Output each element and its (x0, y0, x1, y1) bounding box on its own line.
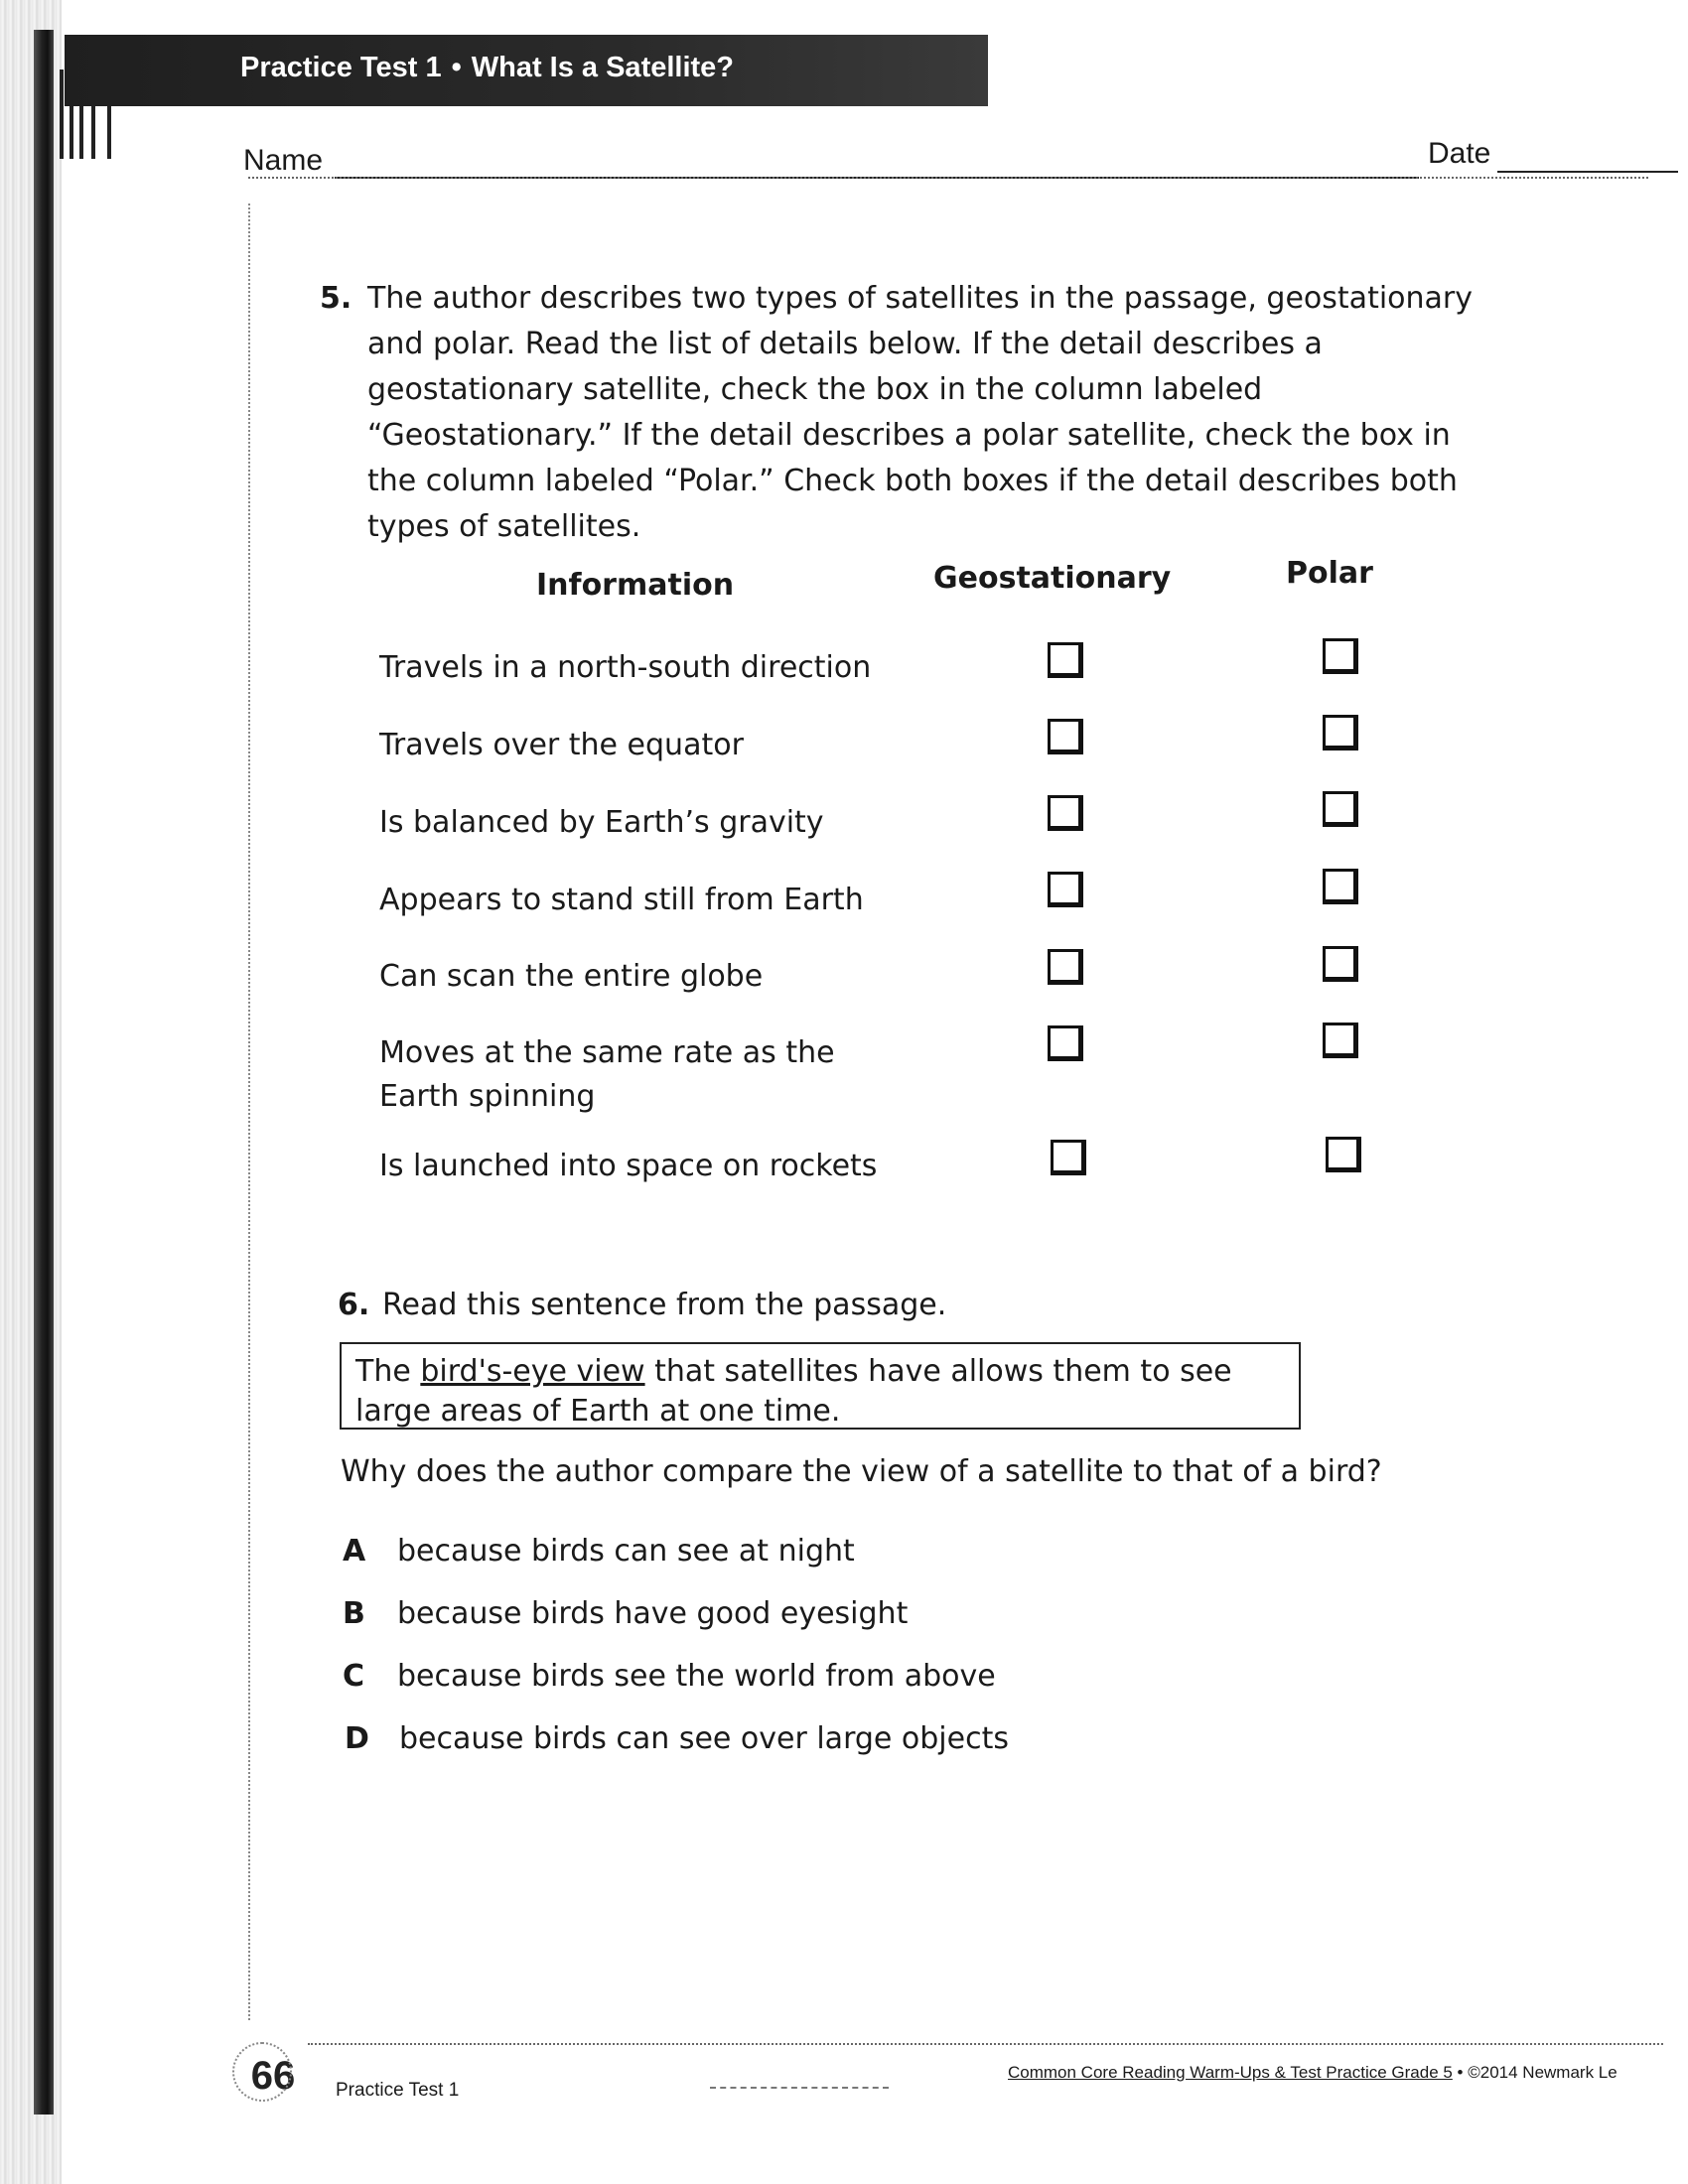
polar-checkbox-3[interactable] (1323, 791, 1358, 827)
option-letter: A (343, 1534, 366, 1569)
test-title: What Is a Satellite? (471, 52, 735, 83)
option-text: because birds see the world from above (397, 1659, 996, 1694)
binding-bar (34, 30, 54, 2115)
detail-row-3: Is balanced by Earth’s gravity (379, 805, 824, 840)
polar-checkbox-6[interactable] (1323, 1023, 1358, 1058)
polar-checkbox-2[interactable] (1323, 715, 1358, 751)
polar-checkbox-7[interactable] (1326, 1137, 1361, 1172)
quote-text-after: that satellites have allows them to see large areas of Earth at one time. (355, 1354, 1232, 1429)
dotted-border-left (248, 204, 250, 2020)
footer-section: Practice Test 1 (336, 2080, 460, 2101)
geostationary-checkbox-6[interactable] (1048, 1025, 1083, 1061)
polar-checkbox-5[interactable] (1323, 946, 1358, 982)
detail-row-7: Is launched into space on rockets (379, 1149, 878, 1183)
page-number-text: 66 (250, 2054, 296, 2098)
question-6-number: 6. (338, 1288, 370, 1322)
dotted-border-top (248, 177, 1648, 179)
question-5 (320, 276, 1481, 550)
column-header-geostationary: Geostationary (933, 561, 1172, 596)
footer-credit (1008, 2063, 1668, 2083)
page-number-circle (232, 2042, 292, 2102)
column-header-polar: Polar (1286, 556, 1373, 591)
geostationary-checkbox-7[interactable] (1051, 1140, 1086, 1175)
option-letter: C (343, 1659, 365, 1694)
date-label: Date (1428, 137, 1491, 170)
footer-divider (710, 2087, 889, 2089)
detail-row-2: Travels over the equator (379, 728, 744, 762)
geostationary-checkbox-2[interactable] (1048, 719, 1083, 754)
option-letter: D (345, 1721, 369, 1756)
detail-row-1: Travels in a north-south direction (379, 650, 872, 685)
option-text: because birds have good eyesight (397, 1596, 909, 1631)
quote-text-before: The (355, 1354, 421, 1389)
test-label: Practice Test 1 (240, 52, 442, 83)
polar-checkbox-1[interactable] (1323, 638, 1358, 674)
geostationary-checkbox-4[interactable] (1048, 872, 1083, 907)
option-text: because birds can see over large objects (399, 1721, 1009, 1756)
geostationary-checkbox-3[interactable] (1048, 795, 1083, 831)
copyright: • ©2014 Newmark Le (1452, 2063, 1618, 2082)
detail-row-5: Can scan the entire globe (379, 959, 764, 994)
question-6-question: Why does the author compare the view of a satellite to that of a bird? (341, 1454, 1382, 1489)
book-title: Common Core Reading Warm-Ups & Test Practice Grade 5 (1008, 2063, 1453, 2082)
polar-checkbox-4[interactable] (1323, 869, 1358, 904)
option-text: because birds can see at night (397, 1534, 855, 1569)
detail-row-4: Appears to stand still from Earth (379, 883, 864, 917)
passage-quote (340, 1342, 1301, 1430)
question-prompt: The author describes two types of satellites in the passage, geostationary and polar. Read the list of details below. If the detail describes a geostationary satellite, check the box in the column labeled “Geostationary.” If the detail describes a polar satellite, check the box in the column labeled “Polar.” Check both boxes if the detail describes both types of satellites. (367, 281, 1474, 544)
option-letter: B (343, 1596, 365, 1631)
page-number (236, 2048, 310, 2104)
date-field[interactable] (1497, 171, 1678, 173)
detail-row-6: Moves at the same rate as the Earth spinning (379, 1035, 835, 1114)
name-label: Name (243, 144, 324, 177)
page-title (240, 52, 734, 84)
column-header-information: Information (536, 568, 735, 603)
quote-underlined-phrase: bird's-eye view (420, 1354, 645, 1389)
question-number: 5. (320, 281, 352, 316)
geostationary-checkbox-1[interactable] (1048, 642, 1083, 678)
dotted-border-bottom (308, 2043, 1663, 2045)
question-6-intro: Read this sentence from the passage. (382, 1288, 947, 1322)
geostationary-checkbox-5[interactable] (1048, 949, 1083, 985)
title-bullet: • (451, 52, 462, 83)
